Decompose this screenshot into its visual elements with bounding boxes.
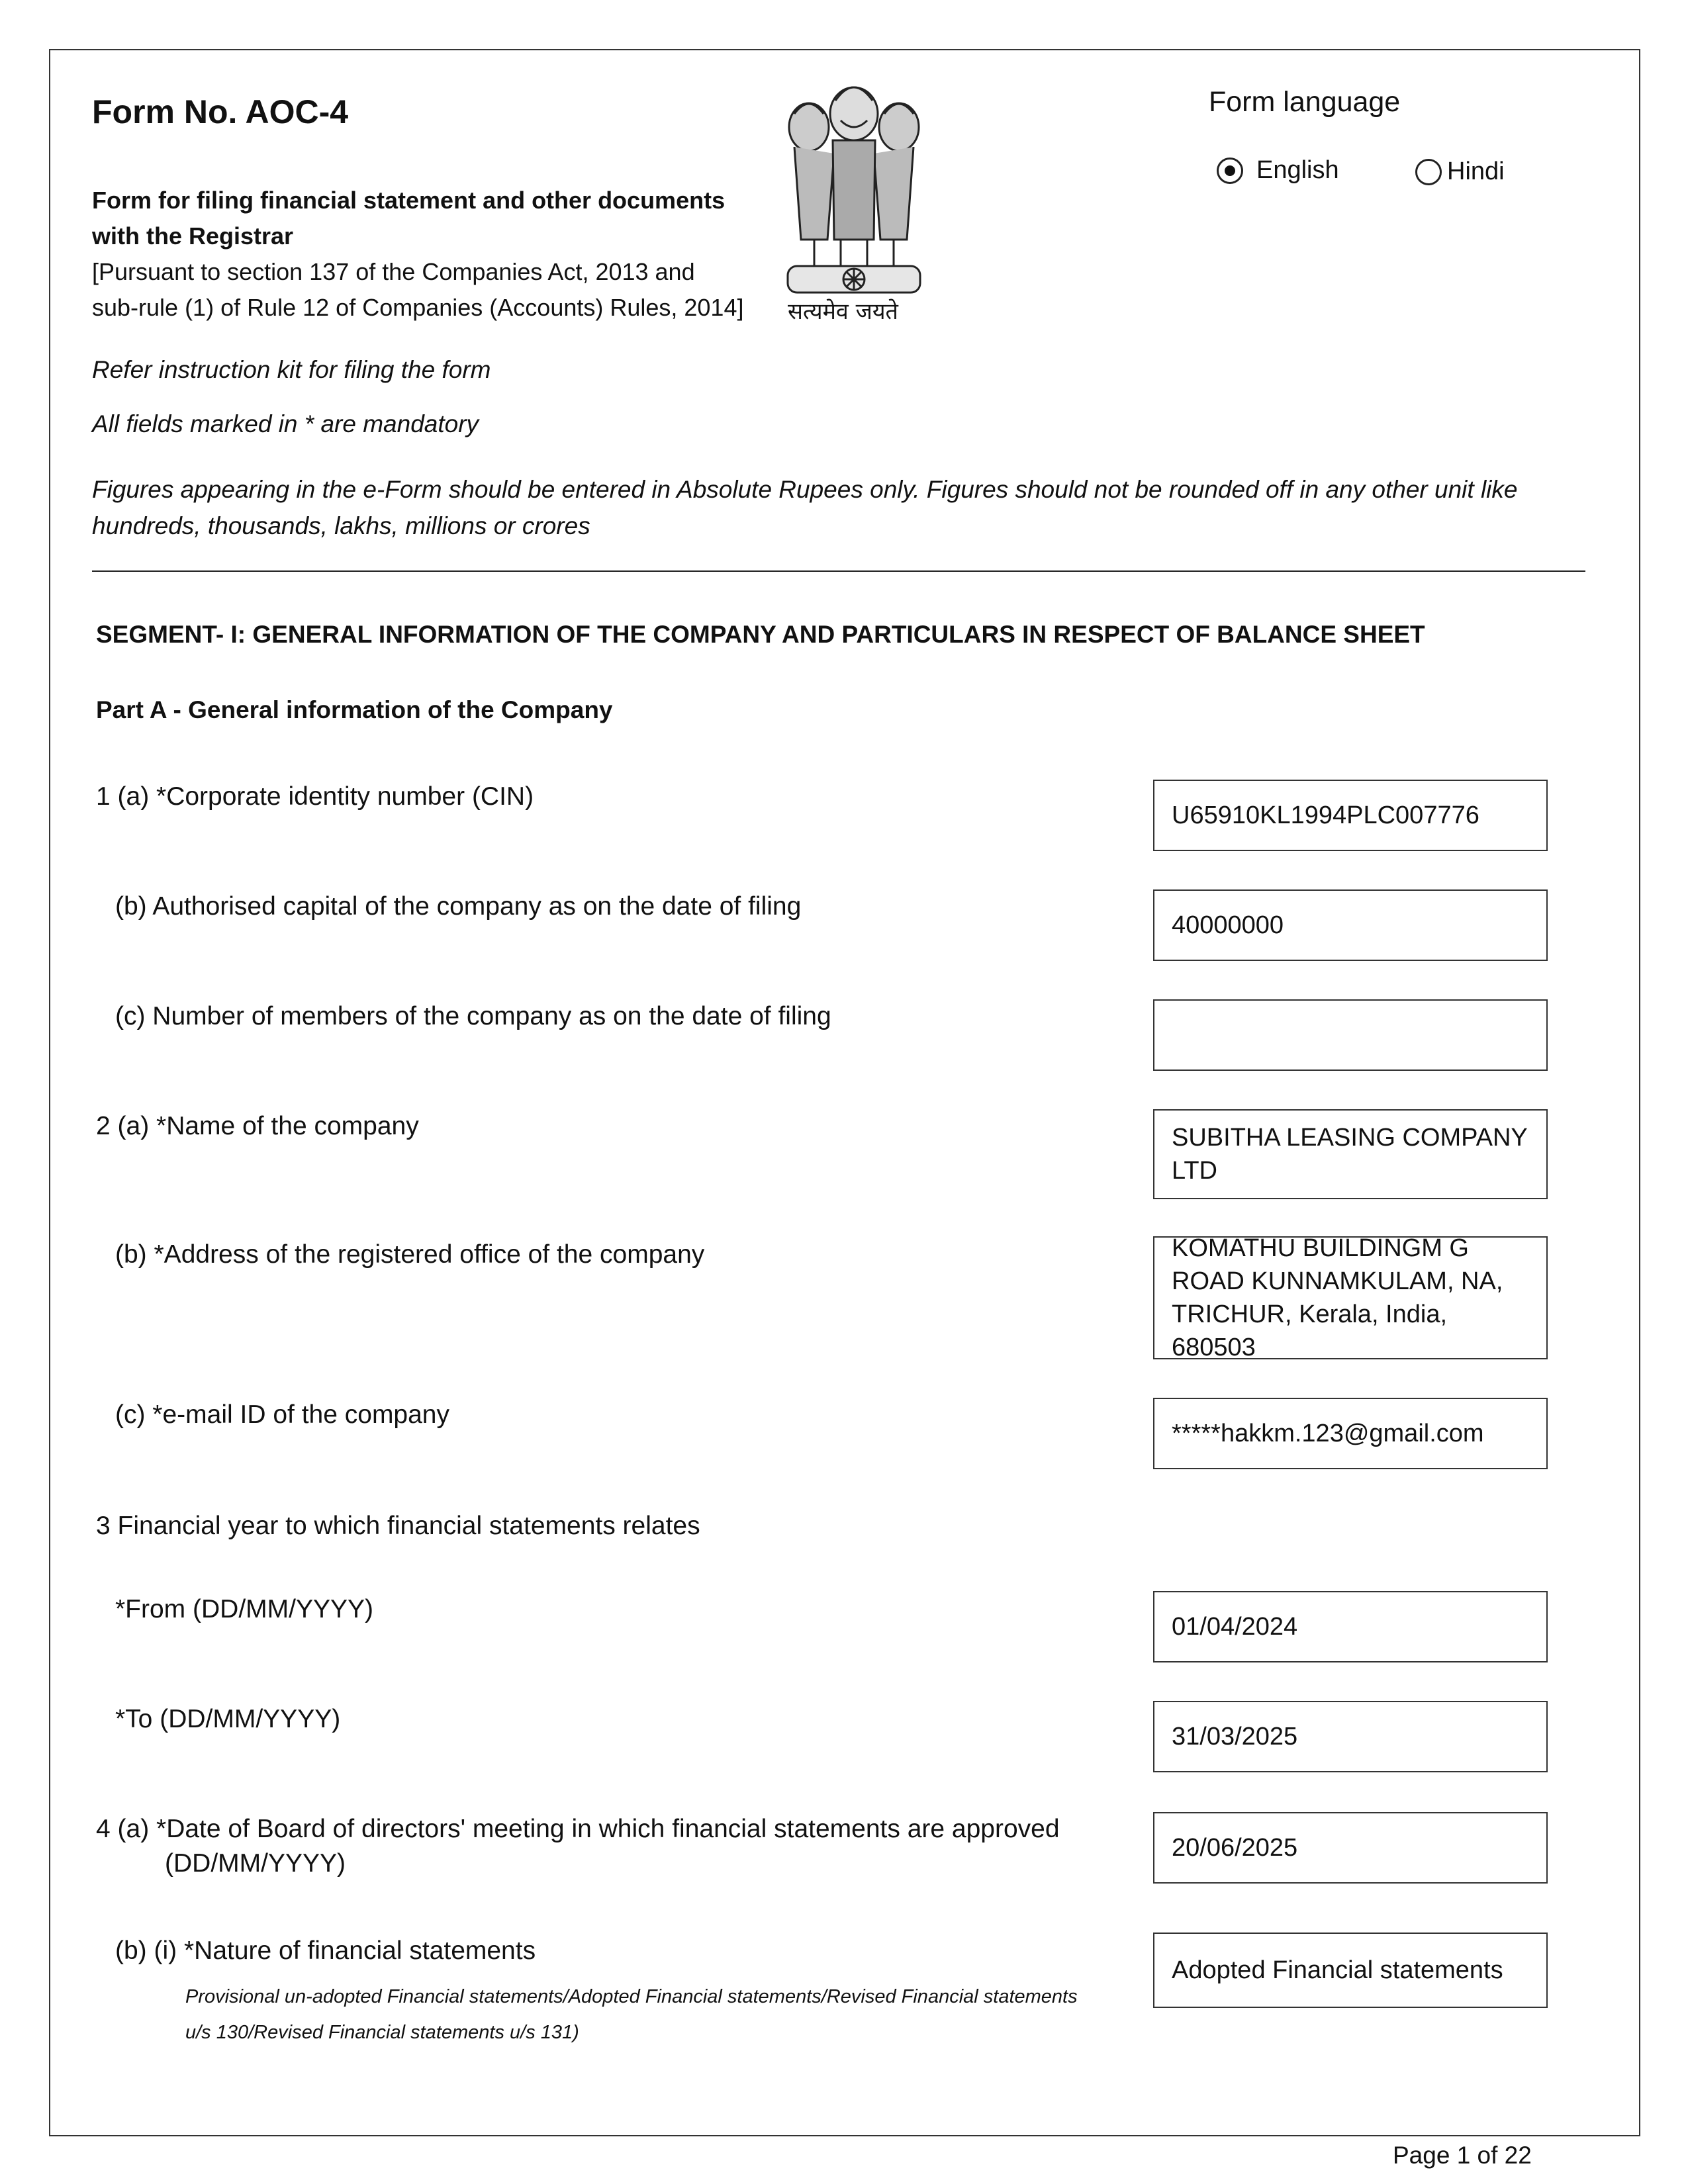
national-emblem-icon	[774, 74, 933, 326]
fy-to-date-field[interactable]: 31/03/2025	[1153, 1701, 1548, 1772]
nature-of-statements-label: (b) (i) *Nature of financial statements	[115, 1936, 536, 1965]
fy-from-date-field[interactable]: 01/04/2024	[1153, 1591, 1548, 1662]
nature-of-statements-hint: Provisional un-adopted Financial statements/Adopted Financial statements/Revised Financial statements u/s 130/Revised Financial statements u/s 131)	[185, 1986, 1078, 2043]
fy-to-label: *To (DD/MM/YYYY)	[115, 1705, 341, 1733]
hindi-radio-label[interactable]: Hindi	[1447, 158, 1505, 185]
section-divider	[92, 570, 1585, 572]
registered-address-field[interactable]: KOMATHU BUILDINGM G ROAD KUNNAMKULAM, NA, TRICHUR, Kerala, India, 680503	[1153, 1236, 1548, 1359]
registered-address-label: (b) *Address of the registered office of the company	[115, 1240, 705, 1269]
company-name-label: 2 (a) *Name of the company	[96, 1112, 419, 1140]
financial-year-heading: 3 Financial year to which financial statements relates	[96, 1512, 700, 1540]
cin-label: 1 (a) *Corporate identity number (CIN)	[96, 782, 534, 811]
part-title: Part A - General information of the Company	[96, 696, 613, 723]
radio-selected-dot	[1225, 165, 1235, 176]
mandatory-note: All fields marked in * are mandatory	[92, 410, 479, 437]
form-title: Form No. AOC-4	[92, 93, 349, 130]
board-meeting-label-line: 4 (a) *Date of Board of directors' meeting in which financial statements are approved	[96, 1815, 1060, 1843]
form-description-line: Form for filing financial statement and other documents	[92, 187, 726, 214]
emblem-motto: सत्यमेव जयते	[788, 298, 898, 325]
hindi-radio[interactable]	[1415, 159, 1442, 185]
figures-note: Figures appearing in the e-Form should be entered in Absolute Rupees only. Figures should not be rounded off in any other unit like hundreds, thousands, lakhs, millions or crores	[92, 476, 1518, 539]
members-count-field[interactable]	[1153, 999, 1548, 1071]
page-number: Page 1 of 22	[1393, 2142, 1532, 2169]
english-radio-label[interactable]: English	[1256, 156, 1339, 184]
board-meeting-date-field[interactable]: 20/06/2025	[1153, 1812, 1548, 1884]
cin-field[interactable]: U65910KL1994PLC007776	[1153, 780, 1548, 851]
instruction-kit-note: Refer instruction kit for filing the form	[92, 356, 491, 383]
company-email-field[interactable]: *****hakkm.123@gmail.com	[1153, 1398, 1548, 1469]
nature-of-statements-field[interactable]: Adopted Financial statements	[1153, 1933, 1548, 2008]
form-description-line: with the Registrar	[92, 222, 294, 250]
authorised-capital-field[interactable]: 40000000	[1153, 889, 1548, 961]
authorised-capital-label: (b) Authorised capital of the company as on the date of filing	[115, 892, 802, 921]
form-description	[92, 183, 820, 326]
company-email-label: (c) *e-mail ID of the company	[115, 1400, 450, 1429]
board-meeting-label-line: (DD/MM/YYYY)	[165, 1849, 346, 1878]
segment-title: SEGMENT- I: GENERAL INFORMATION OF THE COMPANY AND PARTICULARS IN RESPECT OF BALANCE SHEET	[96, 621, 1425, 648]
form-description-line: sub-rule (1) of Rule 12 of Companies (Accounts) Rules, 2014]	[92, 294, 744, 321]
form-language-label: Form language	[1209, 86, 1401, 118]
fy-from-label: *From (DD/MM/YYYY)	[115, 1595, 373, 1623]
english-radio[interactable]	[1217, 158, 1243, 184]
form-description-line: [Pursuant to section 137 of the Companies Act, 2013 and	[92, 258, 695, 285]
company-name-field[interactable]: SUBITHA LEASING COMPANY LTD	[1153, 1109, 1548, 1199]
members-count-label: (c) Number of members of the company as on the date of filing	[115, 1002, 831, 1030]
board-meeting-label	[96, 1812, 1102, 1881]
